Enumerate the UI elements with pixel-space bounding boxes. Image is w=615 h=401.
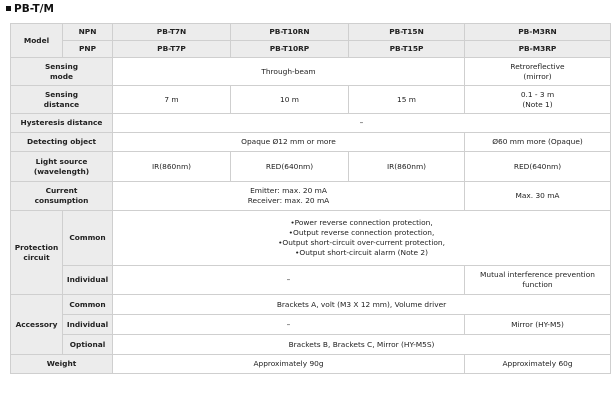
light-source-label [11, 152, 113, 182]
protection-common-2: •Output reverse connection protection, [288, 228, 435, 237]
model-pnp-t7: PB-T7P [113, 41, 231, 58]
current-label [11, 182, 113, 211]
accessory-individual-m: Mirror (HY-M5) [465, 315, 611, 335]
sensing-mode-label-1: Sensing [44, 61, 79, 71]
protection-common-4: •Output short-circuit alarm (Note 2) [295, 248, 428, 257]
table-row [11, 355, 611, 374]
table-row [11, 86, 611, 114]
model-npn-t10: PB-T10RN [231, 24, 349, 41]
hysteresis-value: – [113, 114, 611, 133]
accessory-common-label: Common [63, 295, 113, 315]
protection-individual-m [465, 266, 611, 295]
model-npn-m3: PB-M3RN [465, 24, 611, 41]
accessory-label: Accessory [11, 295, 63, 355]
sensing-distance-label-1: Sensing [44, 89, 79, 99]
protection-individual-m-2: function [522, 280, 553, 289]
hysteresis-label: Hysteresis distance [11, 114, 113, 133]
accessory-individual-label: Individual [63, 315, 113, 335]
protection-individual-t: – [113, 266, 465, 295]
detecting-object-t: Opaque Ø12 mm or more [113, 133, 465, 152]
table-row [11, 114, 611, 133]
model-pnp-t10: PB-T10RP [231, 41, 349, 58]
accessory-optional: Brackets B, Brackets C, Mirror (HY-M5S) [113, 335, 611, 355]
protection-label-2: circuit [23, 252, 50, 262]
sensing-distance-label [11, 86, 113, 114]
model-label: Model [23, 35, 50, 45]
model-npn-t15: PB-T15N [349, 24, 465, 41]
sensing-mode-retro-2: (mirror) [523, 71, 552, 81]
npn-label: NPN [63, 24, 113, 41]
table-row [11, 266, 611, 295]
light-source-t15: IR(860nm) [349, 152, 465, 182]
light-source-label-1: Light source [35, 156, 88, 166]
sensing-mode-retro [465, 58, 611, 86]
protection-label [11, 211, 63, 295]
table-row [11, 315, 611, 335]
table-row [11, 133, 611, 152]
sensing-mode-through-beam: Through-beam [113, 58, 465, 86]
sensing-distance-t15: 15 m [349, 86, 465, 114]
section-title [6, 3, 54, 15]
table-row [11, 295, 611, 315]
light-source-t10: RED(640nm) [231, 152, 349, 182]
protection-common-1: •Power reverse connection protection, [290, 218, 433, 227]
accessory-individual-t: – [113, 315, 465, 335]
protection-individual-label: Individual [63, 266, 113, 295]
model-npn-t7: PB-T7N [113, 24, 231, 41]
current-label-2: consumption [34, 196, 89, 205]
section-title-text: PB-T/M [14, 3, 54, 15]
table-row [11, 152, 611, 182]
current-m: Max. 30 mA [465, 182, 611, 211]
protection-common-label: Common [63, 211, 113, 266]
protection-common-3: •Output short-circuit over-current protection, [278, 238, 445, 247]
sensing-distance-t7: 7 m [113, 86, 231, 114]
sensing-distance-m3-1: 0.1 - 3 m [520, 89, 555, 99]
table-row [11, 24, 611, 41]
detecting-object-m: Ø60 mm more (Opaque) [465, 133, 611, 152]
light-source-label-2: (wavelength) [33, 166, 90, 176]
square-bullet-icon [6, 6, 11, 11]
detecting-object-label: Detecting object [11, 133, 113, 152]
table-row [11, 182, 611, 211]
light-source-m3: RED(640nm) [465, 152, 611, 182]
accessory-optional-label: Optional [63, 335, 113, 355]
sensing-distance-m3-2: (Note 1) [522, 99, 553, 109]
sensing-distance-label-2: distance [43, 99, 80, 109]
current-label-1: Current [45, 186, 78, 195]
current-t [113, 182, 465, 211]
pnp-label: PNP [63, 41, 113, 58]
sensing-mode-retro-1: Retroreflective [510, 61, 565, 71]
protection-label-1: Protection [14, 242, 59, 252]
current-t-2: Receiver: max. 20 mA [247, 196, 330, 205]
table-row [11, 211, 611, 266]
spec-table-main [10, 23, 611, 374]
sensing-distance-m3 [465, 86, 611, 114]
table-row [11, 41, 611, 58]
protection-common [113, 211, 611, 266]
model-pnp-m3: PB-M3RP [465, 41, 611, 58]
sensing-distance-t10: 10 m [231, 86, 349, 114]
sensing-mode-label [11, 58, 113, 86]
protection-individual-m-1: Mutual interference prevention [480, 270, 595, 279]
weight-t: Approximately 90g [113, 355, 465, 374]
light-source-t7: IR(860nm) [113, 152, 231, 182]
weight-m: Approximately 60g [465, 355, 611, 374]
accessory-common: Brackets A, volt (M3 X 12 mm), Volume driver [113, 295, 611, 315]
table-row [11, 335, 611, 355]
model-pnp-t15: PB-T15P [349, 41, 465, 58]
weight-label: Weight [11, 355, 113, 374]
current-t-1: Emitter: max. 20 mA [250, 186, 327, 195]
sensing-mode-label-2: mode [49, 71, 74, 81]
model-label-cell [11, 24, 63, 58]
table-row [11, 58, 611, 86]
